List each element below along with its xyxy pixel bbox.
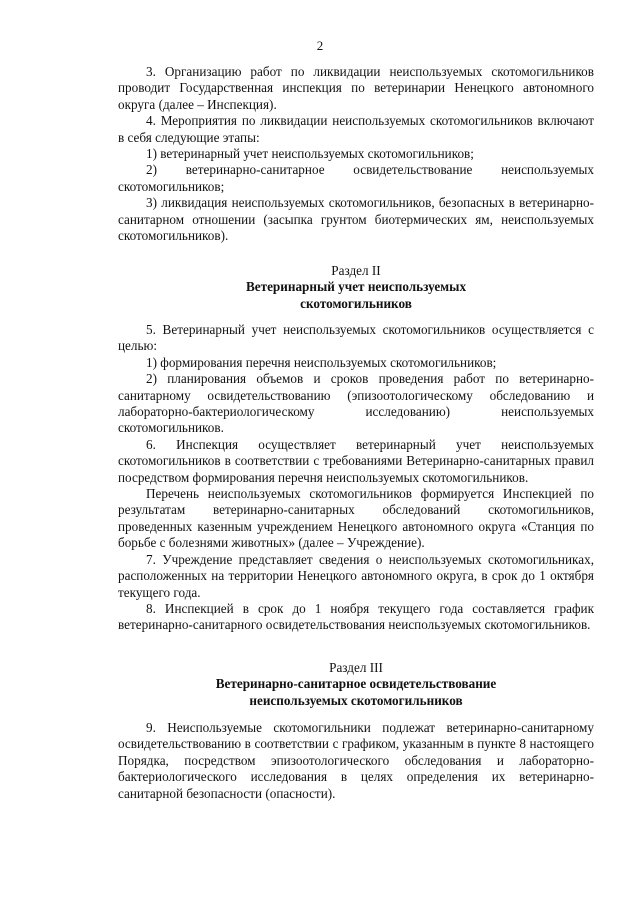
section-2-title-line-2: скотомогильников [300, 295, 412, 311]
paragraph-item-6: 6. Инспекция осуществляет ветеринарный учет неиспользуемых скотомогильников в соответствии с требованиями Ветеринарно-санитарных правил посредством формирования перечня неиспользуемых скотомогильников. [118, 436, 594, 485]
paragraph-block-2 [118, 322, 594, 634]
paragraph-item-8: 8. Инспекцией в срок до 1 ноября текущего года составляется график ветеринарно-санитарного освидетельствования неиспользуемых скотомогильников. [118, 600, 594, 633]
stage-1: 1) ветеринарный учет неиспользуемых скотомогильников; [146, 146, 474, 162]
section-3-heading [118, 660, 594, 709]
paragraph-block-3 [118, 720, 594, 802]
section-3-title-line-2: неиспользуемых скотомогильников [249, 692, 463, 708]
paragraph-item-3: 3. Организацию работ по ликвидации неиспользуемых скотомогильников проводит Государственная инспекция по ветеринарии Ненецкого автономного округа (далее – Инспекция). [118, 64, 594, 112]
section-2-title-line-1: Ветеринарный учет неиспользуемых [245, 279, 467, 295]
section-3-title-line-1: Ветеринарно-санитарное освидетельствование [215, 676, 497, 692]
paragraph-item-9: 9. Неиспользуемые скотомогильники подлежат ветеринарно-санитарному освидетельствованию в соответствии с графиком, указанным в пункте 8 настоящего Порядка, посредством эпизоотологического обследования и лабораторно-бактериологического исследования в целях определения их ветеринарно-санитарной безопасности (опасности). [118, 720, 594, 801]
paragraph-item-4: 4. Мероприятия по ликвидации неиспользуемых скотомогильников включают в себя следующие этапы: [118, 113, 594, 145]
section-3-number: Раздел III [329, 660, 383, 675]
purpose-2: 2) планирования объемов и сроков проведения работ по ветеринарно-санитарному освидетельствованию (эпизоотологическому обследованию и лабораторно-бактериологическому исследованию) неиспользуемых скотомогильников. [118, 371, 594, 436]
paragraph-block-1 [118, 64, 594, 244]
paragraph-list-formation: Перечень неиспользуемых скотомогильников формируется Инспекцией по результатам ветеринарно-санитарных обследований скотомогильников, проведенных казенным учреждением Ненецкого автономного округа «Станция по борьбе с болезнями животных» (далее – Учреждение). [118, 486, 594, 551]
section-2-heading [118, 263, 594, 312]
purpose-1: 1) формирования перечня неиспользуемых скотомогильников; [146, 354, 497, 370]
paragraph-item-7: 7. Учреждение представляет сведения о неиспользуемых скотомогильниках, расположенных на территории Ненецкого автономного округа, в срок до 1 октября текущего года. [118, 551, 594, 600]
stage-3: 3) ликвидация неиспользуемых скотомогильников, безопасных в ветеринарно-санитарном отношении (засыпка грунтом биотермических ям, неиспользуемых скотомогильников). [118, 195, 594, 244]
page-number: 2 [316, 38, 324, 53]
section-2-number: Раздел II [331, 263, 381, 278]
stage-2: 2) ветеринарно-санитарное освидетельствование неиспользуемых скотомогильников; [118, 162, 594, 194]
paragraph-item-5: 5. Ветеринарный учет неиспользуемых скотомогильников осуществляется с целью: [118, 322, 594, 354]
